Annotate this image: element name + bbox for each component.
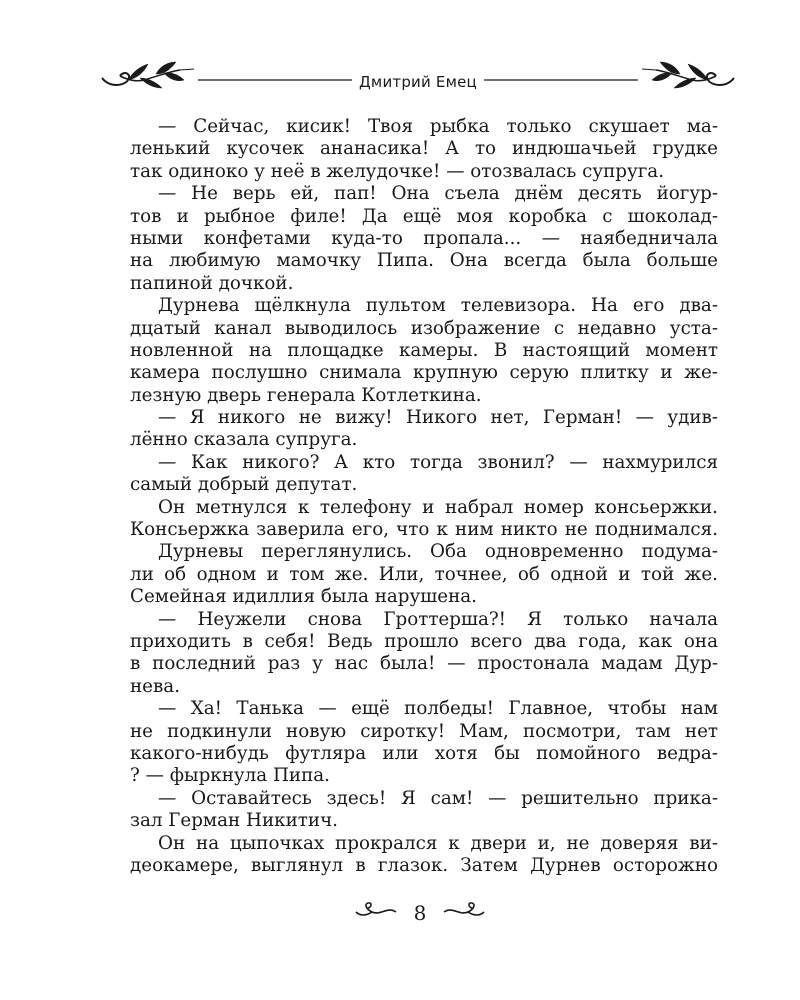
text-line: Он метнулся к телефону и набрал номер консьержки. bbox=[158, 496, 718, 518]
text-line: — Я никого не вижу! Никого нет, Герман! — удив- bbox=[158, 407, 718, 429]
page-number: 8 bbox=[413, 901, 427, 925]
text-line: камера послушно снимала крупную серую плитку и же- bbox=[130, 362, 718, 384]
text-line: нева. bbox=[130, 675, 181, 697]
text-line: — Неужели снова Гроттерша?! Я только начала bbox=[158, 608, 718, 630]
text-line: Семейная идиллия была нарушена. bbox=[130, 586, 477, 608]
text-line: тов и рыбное филе! Да ещё моя коробка с шоколад- bbox=[130, 205, 718, 227]
text-line: дцатый канал выводилось изображение с недавно уста- bbox=[130, 317, 718, 339]
text-line: зал Герман Никитич. bbox=[130, 810, 338, 832]
text-line: какого-нибудь футляра или хотя бы помойного ведра- bbox=[130, 742, 718, 764]
text-line: ? — фыркнула Пипа. bbox=[130, 765, 330, 787]
text-line: так одиноко у неё в желудочке! — отозвалась супруга. bbox=[130, 160, 665, 182]
text-line: не подкинули новую сиротку! Мам, посмотри, там нет bbox=[130, 720, 718, 742]
text-line: ли об одном и том же. Или, точнее, об одной и той же. bbox=[130, 563, 718, 585]
text-line: Консьержка заверила его, что к ним никто не поднимался. bbox=[130, 519, 718, 541]
text-line: новленной на площадке камеры. В настоящий момент bbox=[130, 339, 718, 361]
text-line: приходить в себя! Ведь прошло всего два года, как она bbox=[130, 630, 718, 652]
author-name: Дмитрий Емец bbox=[359, 73, 477, 91]
text-line: на любимую мамочку Пипа. Она всегда была больше bbox=[130, 250, 718, 272]
text-line: Дурневы переглянулись. Оба одновременно подума- bbox=[158, 541, 718, 563]
text-line: самый добрый депутат. bbox=[130, 474, 358, 496]
text-line: — Не верь ей, пап! Она съела днём десять йогур- bbox=[158, 183, 718, 205]
text-line: лезную дверь генерала Котлеткина. bbox=[130, 384, 482, 406]
page-footer bbox=[340, 898, 500, 928]
running-header bbox=[98, 58, 738, 98]
text-line: папиной дочкой. bbox=[130, 272, 294, 294]
text-line: Он на цыпочках прокрался к двери и, не доверяя ви- bbox=[158, 832, 718, 854]
text-line: ными конфетами куда-то пропала... — наябедничала bbox=[130, 227, 718, 249]
text-line: — Сейчас, кисик! Твоя рыбка только скушает ма- bbox=[158, 116, 718, 137]
text-line: ленький кусочек ананасика! А то индюшачьей грудке bbox=[130, 138, 718, 160]
text-line: Дурнева щёлкнула пультом телевизора. На его два- bbox=[158, 295, 718, 317]
text-line: лённо сказала супруга. bbox=[130, 429, 358, 451]
text-line: деокамере, выглянул в глазок. Затем Дурнев осторожно bbox=[130, 854, 718, 876]
body-text bbox=[130, 116, 718, 877]
text-line: в последний раз у нас была! — простонала мадам Дур- bbox=[130, 653, 718, 675]
text-line: — Оставайтесь здесь! Я сам! — решительно прика- bbox=[158, 787, 718, 809]
text-line: — Ха! Танька — ещё полбеды! Главное, чтобы нам bbox=[158, 698, 718, 720]
text-line: — Как никого? А кто тогда звонил? — нахмурился bbox=[158, 451, 718, 473]
